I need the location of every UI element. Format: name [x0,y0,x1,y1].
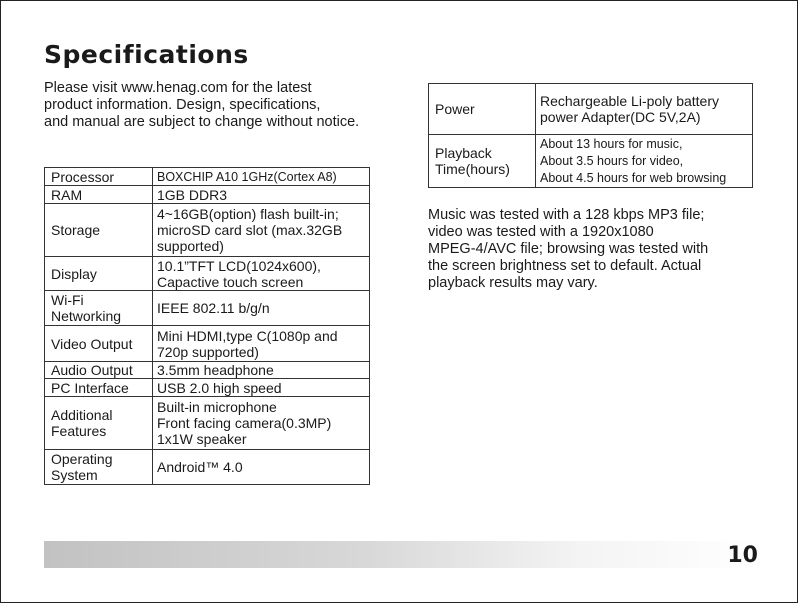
note-line: MPEG-4/AVC file; browsing was tested with [428,241,709,257]
page-title: Specifications [44,40,249,69]
table-row [429,84,753,135]
spec-table [44,167,370,485]
spec-value: 3.5mm headphone [153,362,370,379]
note-line: Music was tested with a 128 kbps MP3 file; [428,207,705,223]
playback-value: About 13 hours for music, About 3.5 hours for video, About 4.5 hours for web browsing [536,135,753,188]
intro-line: Please visit www.henag.com for the latest [44,80,312,96]
note-line: playback results may vary. [428,275,598,291]
spec-key: Storage [45,204,153,257]
power-value: Rechargeable Li-poly battery power Adapter(DC 5V,2A) [536,84,753,135]
intro-line: product information. Design, specifications, [44,97,321,113]
spec-key: Display [45,257,153,291]
table-row [45,186,370,204]
table-row [45,257,370,291]
table-row [45,168,370,186]
table-row [45,291,370,326]
spec-value: 1GB DDR3 [153,186,370,204]
spec-key: Audio Output [45,362,153,379]
spec-value: IEEE 802.11 b/g/n [153,291,370,326]
footer-bar [44,541,760,568]
table-row [45,379,370,397]
spec-key: Processor [45,168,153,186]
spec-key: Additional Features [45,397,153,450]
power-key: Power [429,84,536,135]
intro-text [44,80,404,131]
spec-key: Operating System [45,450,153,485]
spec-value: 10.1”TFT LCD(1024x600), Capactive touch screen [153,257,370,291]
playback-key: Playback Time(hours) [429,135,536,188]
table-row [45,362,370,379]
battery-test-note [428,207,708,292]
intro-line: and manual are subject to change without notice. [44,114,360,130]
table-row [45,397,370,450]
table-row [429,135,753,188]
note-line: the screen brightness set to default. Actual [428,258,702,274]
spec-value: BOXCHIP A10 1GHz(Cortex A8) [153,168,370,186]
spec-key: RAM [45,186,153,204]
spec-key: Wi-Fi Networking [45,291,153,326]
spec-key: Video Output [45,326,153,362]
note-line: video was tested with a 1920x1080 [428,224,654,240]
spec-value: Built-in microphone Front facing camera(0.3MP) 1x1W speaker [153,397,370,450]
spec-value: Mini HDMI,type C(1080p and 720p supported) [153,326,370,362]
page-number: 10 [727,543,758,568]
spec-value: USB 2.0 high speed [153,379,370,397]
spec-value: Android™ 4.0 [153,450,370,485]
spec-value: 4~16GB(option) flash built-in; microSD card slot (max.32GB supported) [153,204,370,257]
spec-key: PC Interface [45,379,153,397]
table-row [45,326,370,362]
power-table [428,83,753,188]
table-row [45,204,370,257]
table-row [45,450,370,485]
